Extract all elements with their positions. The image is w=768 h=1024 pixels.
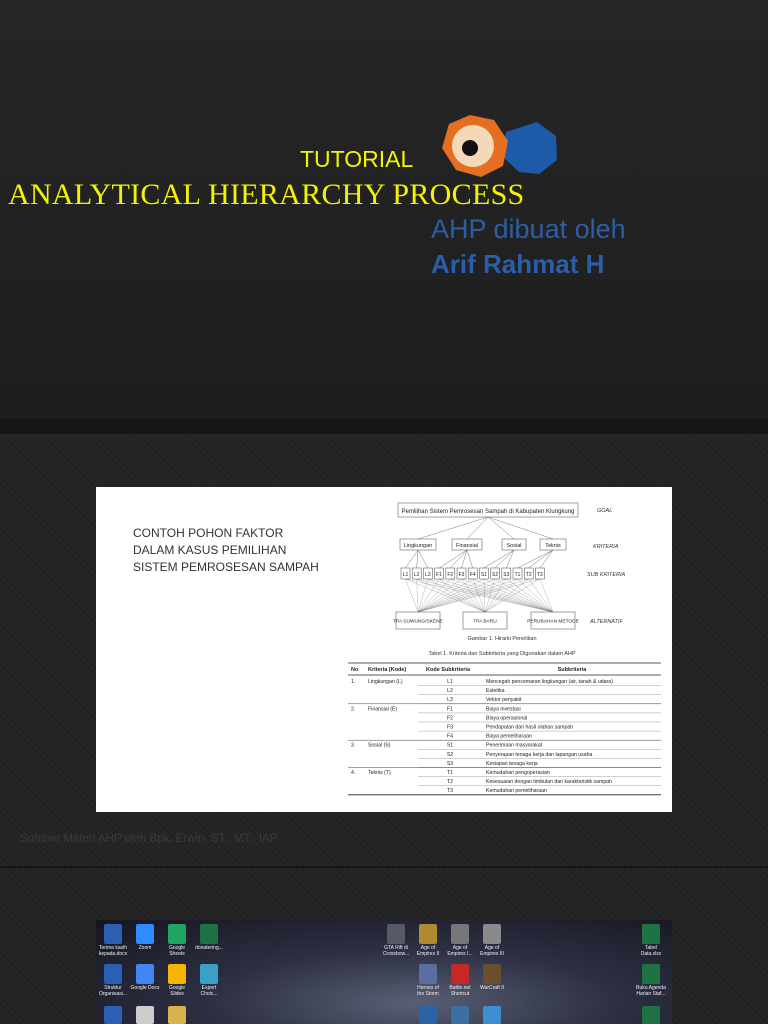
table-cell: L3 [447, 697, 453, 704]
table-row [418, 725, 661, 732]
desktop-shortcut-label: Zoom [138, 945, 152, 951]
table-row [418, 715, 661, 722]
expert-choice-icon [200, 964, 218, 984]
alternative-box-text: TPA SUWUNG/SKENE [393, 619, 443, 625]
desktop-shortcut[interactable] [636, 964, 666, 997]
subcriteria-box-text: F4 [469, 572, 476, 578]
source-note: Sumber Materi AHP oleh Bpk. Erwin, ST., MT., IAP [20, 833, 278, 845]
alternative-label: ALTERNATIF [590, 619, 623, 625]
desktop-shortcut-icon[interactable] [168, 1006, 186, 1024]
table-cell: Penyerapan tenaga kerja dan lapangan usaha [486, 751, 593, 758]
desktop-shortcut-label: Tabel Data.xlsx [640, 945, 662, 957]
desktop-shortcut-label: Age of Empires II [416, 945, 440, 957]
desktop-shortcut[interactable] [477, 964, 507, 991]
table-row [418, 761, 661, 768]
goal-label: GOAL [597, 508, 613, 514]
desktop-shortcut[interactable] [381, 924, 411, 957]
subcriteria-box-text: T2 [525, 572, 532, 578]
table-header-cell: Subkriteria [557, 667, 587, 673]
table-caption: Tabel 1. Kriteria dan Subkriteria yang Digunakan dalam AHP [428, 651, 576, 657]
subcriteria-box-text: L2 [413, 572, 420, 578]
desktop-shortcut[interactable] [445, 964, 475, 997]
slide-separator [0, 418, 768, 434]
table-cell: L2 [447, 688, 453, 695]
desktop-shortcut[interactable] [413, 964, 443, 997]
hierarchy-figure [96, 487, 672, 812]
desktop-shortcut[interactable] [194, 924, 224, 951]
table-row [351, 706, 661, 713]
criteria-box-text: Finansial [455, 543, 479, 549]
table-cell: Kemudahan pengoperasian [486, 770, 550, 776]
table-row [418, 788, 661, 795]
table-cell: F1 [446, 706, 454, 713]
desktop-shortcut[interactable] [636, 924, 666, 957]
excel-icon [642, 924, 660, 944]
table-cell: Kesesuaian dengan timbulan dan karakteristik sampah [486, 779, 613, 786]
table-cell: Estetika [486, 688, 505, 695]
document-title-line: DALAM KASUS PEMILIHAN [133, 543, 287, 557]
subcriteria-box-text: S3 [503, 572, 510, 578]
sheets-icon [168, 924, 186, 944]
zoom-icon [136, 924, 154, 944]
desktop-shortcut-icon[interactable] [642, 1006, 660, 1024]
table-cell: Finansial (E) [368, 706, 398, 713]
table-cell: Mencegah pencemaran lingkungan (air, tanah & udara) [486, 679, 613, 685]
subcriteria-box-text: F3 [458, 572, 465, 578]
desktop-shortcut[interactable] [413, 924, 443, 957]
alternative-box-text: TPA BARU [473, 619, 497, 625]
table-cell: Pendapatan dari hasil olahan sampah [486, 724, 574, 731]
criteria-box-text: Teknis [545, 543, 561, 549]
desktop-shortcut-label: donatering... [195, 945, 223, 951]
desktop-shortcut-label: Age of Empires III [480, 945, 504, 957]
desktop-shortcut-label: Expert Choic... [200, 985, 218, 997]
desktop-shortcut[interactable] [477, 924, 507, 957]
table-row [418, 688, 661, 695]
table-cell: 2. [351, 706, 356, 713]
subcriteria-box-text: T3 [536, 572, 543, 578]
desktop-screenshot [96, 920, 672, 1024]
tutorial-label: TUTORIAL [300, 146, 414, 172]
table-cell: Vektor penyakit [486, 697, 522, 704]
table-cell: Biaya pemeliharaan [486, 733, 532, 740]
desktop-shortcut-label: Google Sheets [168, 945, 186, 957]
table-cell: T3 [446, 788, 454, 795]
table-row [351, 743, 661, 750]
hierarchy-diagram [393, 503, 625, 642]
desktop-shortcut-label: Terima kasih kepada.docx [98, 945, 128, 957]
table-cell: T2 [446, 779, 454, 786]
example-slide [0, 434, 768, 866]
word-doc-icon [104, 964, 122, 984]
desktop-shortcut-icon[interactable] [451, 1006, 469, 1024]
table-cell: F2 [446, 715, 454, 722]
desktop-shortcut-label: Heroes of the Storm [417, 985, 439, 997]
word-doc-icon [104, 924, 122, 944]
battlenet-icon [451, 964, 469, 984]
table-cell: T1 [446, 770, 454, 776]
table-cell: Penerimaan masyarakat [486, 742, 543, 749]
desktop-shortcut-icon[interactable] [419, 1006, 437, 1024]
document-image [96, 487, 672, 812]
desktop-shortcut-label: Google Slides [168, 985, 186, 997]
criteria-box-text: Sosial [506, 543, 522, 549]
hexagon-logo-icon [436, 112, 568, 184]
table-cell: Biaya investasi [486, 706, 521, 713]
subcriteria-box-text: L3 [425, 572, 431, 578]
criteria-label: KRITERIA [593, 544, 619, 550]
table-cell: Biaya operasional [486, 715, 528, 722]
table-header-cell: Kode Subkriteria [426, 667, 471, 673]
table-row [418, 697, 661, 704]
desktop-shortcut-icon[interactable] [483, 1006, 501, 1024]
desktop-shortcut-icon[interactable] [104, 1006, 122, 1024]
excel-icon [642, 964, 660, 984]
desktop-shortcut[interactable] [130, 924, 160, 951]
table-header-cell: Kriteria (Kode) [368, 667, 407, 673]
desktop-shortcut-label: Battle.net Shortcut [449, 985, 471, 997]
desktop-shortcut-label: GTA Rift di Crossbow... [382, 945, 410, 957]
table-row [418, 752, 661, 759]
desktop-shortcut[interactable] [130, 964, 160, 991]
game-icon [387, 924, 405, 944]
table-cell: Kemudahan pemeliharaan [486, 788, 547, 795]
table-cell: S2 [446, 751, 454, 758]
desktop-shortcut[interactable] [162, 964, 192, 997]
desktop-shortcut-label: Google Docs [130, 985, 160, 991]
desktop-shortcut-label: WarCraft II [480, 985, 504, 991]
desktop-shortcut[interactable] [194, 964, 224, 997]
table-cell: S1 [446, 742, 454, 749]
game-icon [419, 964, 437, 984]
table-row [351, 770, 661, 777]
table-cell: Teknis (T) [368, 770, 391, 776]
alternative-box-text: PERUBAHAN METODE [527, 619, 579, 625]
desktop-shortcut-icon[interactable] [136, 1006, 154, 1024]
subcriteria-box-text: F2 [447, 572, 454, 578]
desktop-shortcut[interactable] [162, 924, 192, 957]
table-header-cell: No [351, 667, 359, 673]
desktop-shortcut[interactable] [98, 924, 128, 957]
table-cell: F4 [446, 733, 454, 740]
table-cell: 4. [351, 770, 356, 776]
table-row [418, 779, 661, 786]
document-title-line: SISTEM PEMROSESAN SAMPAH [133, 560, 319, 574]
table-cell: Kesiapan tenaga kerja [486, 760, 538, 767]
figure-caption: Gambar 1. Hirarki Penelitian [467, 636, 537, 642]
desktop-slide [0, 868, 768, 1024]
table-cell: L1 [447, 679, 453, 685]
desktop-shortcut-label: Buku Agenda Harian Staf... [636, 985, 666, 997]
aoe-icon [419, 924, 437, 944]
docs-icon [136, 964, 154, 984]
table-cell: 3. [351, 742, 356, 749]
table-row [418, 734, 661, 741]
table-cell: 1. [351, 679, 356, 685]
desktop-shortcut[interactable] [445, 924, 475, 957]
slide-title: ANALYTICAL HIERARCHY PROCESS [8, 178, 525, 211]
desktop-shortcut-label: Struktur Organisasi... [98, 985, 128, 997]
desktop-shortcut[interactable] [98, 964, 128, 997]
aoe-icon [451, 924, 469, 944]
subcriteria-box-text: S1 [480, 572, 487, 578]
excel-icon [200, 924, 218, 944]
subcriteria-box-text: S2 [492, 572, 499, 578]
table-cell: F3 [446, 724, 454, 731]
table-cell: Sosial (S) [368, 742, 391, 749]
table-cell: Lingkungan (L) [368, 679, 403, 685]
criteria-box-text: Lingkungan [403, 543, 433, 549]
goal-box-text: Pemilihan Sistem Pemrosesan Sampah di Kabupaten Klungkung [401, 509, 575, 515]
slides-icon [168, 964, 186, 984]
author-name: Arif Rahmat H [431, 249, 605, 279]
warcraft-icon [483, 964, 501, 984]
desktop-shortcut-label: Age of Empires I... [447, 945, 473, 957]
subcriteria-box-text: F1 [436, 572, 443, 578]
aoe-icon [483, 924, 501, 944]
subcriteria-box-text: T1 [514, 572, 521, 578]
subcriteria-label: SUB KRITERIA [587, 572, 626, 578]
title-slide [0, 0, 768, 418]
document-title-line: CONTOH POHON FAKTOR [133, 526, 284, 540]
byline: AHP dibuat oleh [431, 214, 626, 244]
subcriteria-box-text: L1 [402, 572, 409, 578]
table-row [351, 679, 661, 686]
criteria-table [348, 651, 661, 795]
table-cell: S3 [446, 760, 454, 767]
